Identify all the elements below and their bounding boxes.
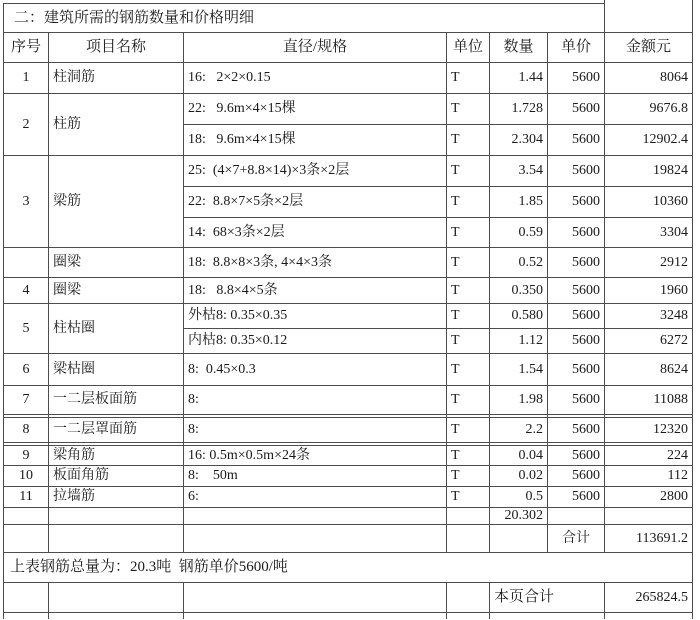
cutoff-cell [447, 613, 490, 619]
cell-qty[interactable]: 0.59 [490, 218, 548, 248]
cell-price[interactable]: 5600 [548, 278, 605, 304]
cell-qty[interactable]: 1.85 [490, 187, 548, 218]
cell-unit[interactable]: T [447, 63, 490, 94]
cell-no[interactable] [4, 583, 49, 613]
cell-item-name[interactable] [49, 583, 184, 613]
grand-total-row [4, 525, 693, 553]
cell-spec[interactable]: 18: 9.6m×4×15棵 [184, 125, 447, 156]
cell-item-name[interactable]: 梁角筋 [49, 446, 184, 466]
cell-spec[interactable]: 内枯8: 0.35×0.12 [184, 329, 447, 354]
cutoff-cell [184, 613, 447, 619]
cell-spec[interactable]: 14: 68×3条×2层 [184, 218, 447, 248]
cell-no[interactable]: 10 [4, 466, 49, 487]
header-amount: 金额元 [605, 33, 693, 63]
header-qty: 数量 [490, 33, 548, 63]
cell-amount[interactable]: 11088 [605, 386, 693, 415]
cell-qty[interactable]: 0.580 [490, 304, 548, 329]
table-row [4, 354, 693, 386]
cell-price[interactable]: 5600 [548, 248, 605, 278]
cell-no[interactable]: 6 [4, 354, 49, 386]
cell-price[interactable]: 5600 [548, 466, 605, 487]
cell-item-name[interactable]: 拉墙筋 [49, 487, 184, 508]
cutoff-cell [490, 613, 605, 619]
cell-unit[interactable]: T [447, 304, 490, 329]
cell-spec[interactable]: 8: [184, 418, 447, 443]
cell-qty[interactable]: 0.02 [490, 466, 548, 487]
table-title-row [4, 4, 693, 33]
cell-spec[interactable]: 6: [184, 487, 447, 508]
cell-unit[interactable]: T [447, 418, 490, 443]
table-row [4, 418, 693, 443]
table-row [4, 446, 693, 466]
cell-no[interactable]: 4 [4, 278, 49, 304]
cell-unit[interactable]: T [447, 187, 490, 218]
table-row [4, 304, 693, 329]
cell-unit[interactable]: T [447, 156, 490, 187]
table-title: 二：建筑所需的钢筋数量和价格明细 [4, 4, 605, 33]
header-spec: 直径/规格 [184, 33, 447, 63]
cell-no[interactable]: 1 [4, 63, 49, 94]
cell-amount[interactable]: 19824 [605, 156, 693, 187]
cell-spec[interactable] [184, 508, 447, 525]
cell-price[interactable]: 5600 [548, 304, 605, 329]
cell-item-name[interactable]: 梁枯圈 [49, 354, 184, 386]
cutoff-row [4, 613, 693, 619]
cell-amount[interactable] [605, 508, 693, 525]
cell-amount[interactable]: 3304 [605, 218, 693, 248]
title-row-amount-cell[interactable] [605, 4, 693, 33]
cell-qty[interactable] [490, 525, 548, 553]
cell-unit[interactable] [447, 508, 490, 525]
cell-price[interactable]: 5600 [548, 187, 605, 218]
header-unit: 单位 [447, 33, 490, 63]
cell-spec[interactable] [184, 583, 447, 613]
cell-no[interactable]: 5 [4, 304, 49, 354]
cell-item-name[interactable]: 柱洞筋 [49, 63, 184, 94]
cell-unit[interactable]: T [447, 218, 490, 248]
cell-price[interactable]: 5600 [548, 94, 605, 125]
cell-amount[interactable]: 8624 [605, 354, 693, 386]
table-row [4, 63, 693, 94]
cell-spec[interactable]: 16: 2×2×0.15 [184, 63, 447, 94]
cell-qty[interactable]: 2.304 [490, 125, 548, 156]
cutoff-cell [49, 613, 184, 619]
cell-qty[interactable]: 0.52 [490, 248, 548, 278]
table-header-row [4, 33, 693, 63]
qty-total-row [4, 508, 693, 525]
cell-price[interactable]: 5600 [548, 329, 605, 354]
cell-price[interactable]: 5600 [548, 446, 605, 466]
cell-spec[interactable]: 22: 8.8×7×5条×2层 [184, 187, 447, 218]
summary-note[interactable]: 上表钢筋总量为：20.3吨 钢筋单价5600/吨 [4, 553, 693, 583]
cell-qty[interactable]: 0.5 [490, 487, 548, 508]
cell-amount[interactable]: 10360 [605, 187, 693, 218]
cell-unit[interactable]: T [447, 386, 490, 415]
cell-amount[interactable]: 112 [605, 466, 693, 487]
grand-total-label[interactable]: 合计 [548, 525, 605, 553]
cell-price[interactable]: 5600 [548, 218, 605, 248]
cell-amount[interactable]: 2912 [605, 248, 693, 278]
cell-price[interactable]: 5600 [548, 386, 605, 415]
cell-unit[interactable]: T [447, 248, 490, 278]
qty-total-value[interactable]: 20.302 [490, 508, 548, 525]
cell-price[interactable] [548, 508, 605, 525]
cell-amount[interactable]: 2800 [605, 487, 693, 508]
table-row [4, 94, 693, 125]
cell-no[interactable] [4, 525, 49, 553]
cell-price[interactable]: 5600 [548, 125, 605, 156]
cell-amount[interactable]: 1960 [605, 278, 693, 304]
cell-spec[interactable]: 8: 50m [184, 466, 447, 487]
cell-unit[interactable]: T [447, 446, 490, 466]
cell-item-name[interactable]: 圈梁 [49, 248, 184, 278]
cutoff-cell [4, 613, 49, 619]
cutoff-cell [605, 613, 693, 619]
cell-no[interactable]: 8 [4, 418, 49, 443]
cell-qty[interactable]: 1.728 [490, 94, 548, 125]
note-row [4, 553, 693, 583]
cell-spec[interactable]: 8: [184, 386, 447, 415]
rebar-table [3, 3, 693, 619]
cell-amount[interactable]: 12320 [605, 418, 693, 443]
grand-total-amount[interactable]: 113691.2 [605, 525, 693, 553]
cell-qty[interactable]: 1.12 [490, 329, 548, 354]
cell-no[interactable]: 2 [4, 94, 49, 156]
cell-item-name[interactable]: 板面角筋 [49, 466, 184, 487]
cell-qty[interactable]: 1.98 [490, 386, 548, 415]
cell-no[interactable]: 3 [4, 156, 49, 248]
cell-item-name[interactable]: 圈梁 [49, 278, 184, 304]
cell-spec[interactable] [184, 525, 447, 553]
cell-amount[interactable]: 3248 [605, 304, 693, 329]
cell-qty[interactable]: 2.2 [490, 418, 548, 443]
cell-no[interactable]: 11 [4, 487, 49, 508]
cell-qty[interactable]: 1.44 [490, 63, 548, 94]
page-total-amount[interactable]: 265824.5 [605, 583, 693, 613]
cell-price[interactable]: 5600 [548, 63, 605, 94]
cell-item-name[interactable]: 一二层板面筋 [49, 386, 184, 415]
table-row [4, 466, 693, 487]
cell-no[interactable] [4, 508, 49, 525]
cell-item-name[interactable] [49, 525, 184, 553]
cell-unit[interactable]: T [447, 125, 490, 156]
header-item-name: 项目名称 [49, 33, 184, 63]
cell-price[interactable]: 5600 [548, 354, 605, 386]
cell-unit[interactable]: T [447, 466, 490, 487]
cell-no[interactable]: 9 [4, 446, 49, 466]
cell-qty[interactable]: 0.350 [490, 278, 548, 304]
header-no: 序号 [4, 33, 49, 63]
cell-unit[interactable]: T [447, 94, 490, 125]
cell-unit[interactable]: T [447, 329, 490, 354]
cell-amount[interactable]: 12902.4 [605, 125, 693, 156]
cell-spec[interactable]: 16: 0.5m×0.5m×24条 [184, 446, 447, 466]
cell-spec[interactable]: 8: 0.45×0.3 [184, 354, 447, 386]
cell-spec[interactable]: 18: 8.8×8×3条, 4×4×3条 [184, 248, 447, 278]
cell-spec[interactable]: 18: 8.8×4×5条 [184, 278, 447, 304]
page-total-label[interactable]: 本页合计 [490, 583, 605, 613]
cell-unit[interactable]: T [447, 278, 490, 304]
cell-qty[interactable]: 1.54 [490, 354, 548, 386]
page-total-row [4, 583, 693, 613]
cell-price[interactable]: 5600 [548, 418, 605, 443]
cell-item-name[interactable]: 柱筋 [49, 94, 184, 156]
cell-price[interactable]: 5600 [548, 156, 605, 187]
table-row [4, 248, 693, 278]
cell-no[interactable]: 7 [4, 386, 49, 415]
cell-amount[interactable]: 9676.8 [605, 94, 693, 125]
cell-spec[interactable]: 22: 9.6m×4×15棵 [184, 94, 447, 125]
cell-spec[interactable]: 外枯8: 0.35×0.35 [184, 304, 447, 329]
cell-unit[interactable]: T [447, 487, 490, 508]
cell-amount[interactable]: 8064 [605, 63, 693, 94]
cell-item-name[interactable]: 一二层罩面筋 [49, 418, 184, 443]
cell-no[interactable] [4, 248, 49, 278]
table-row [4, 487, 693, 508]
header-price: 单价 [548, 33, 605, 63]
cell-item-name[interactable]: 梁筋 [49, 156, 184, 248]
cell-amount[interactable]: 6272 [605, 329, 693, 354]
cell-spec[interactable]: 25: (4×7+8.8×14)×3条×2层 [184, 156, 447, 187]
cell-unit[interactable] [447, 583, 490, 613]
cell-item-name[interactable] [49, 508, 184, 525]
table-row [4, 156, 693, 187]
cell-item-name[interactable]: 柱枯圈 [49, 304, 184, 354]
cell-unit[interactable] [447, 525, 490, 553]
cell-qty[interactable]: 0.04 [490, 446, 548, 466]
table-row [4, 278, 693, 304]
cell-unit[interactable]: T [447, 354, 490, 386]
cell-price[interactable]: 5600 [548, 487, 605, 508]
table-row [4, 386, 693, 415]
cell-amount[interactable]: 224 [605, 446, 693, 466]
cell-qty[interactable]: 3.54 [490, 156, 548, 187]
